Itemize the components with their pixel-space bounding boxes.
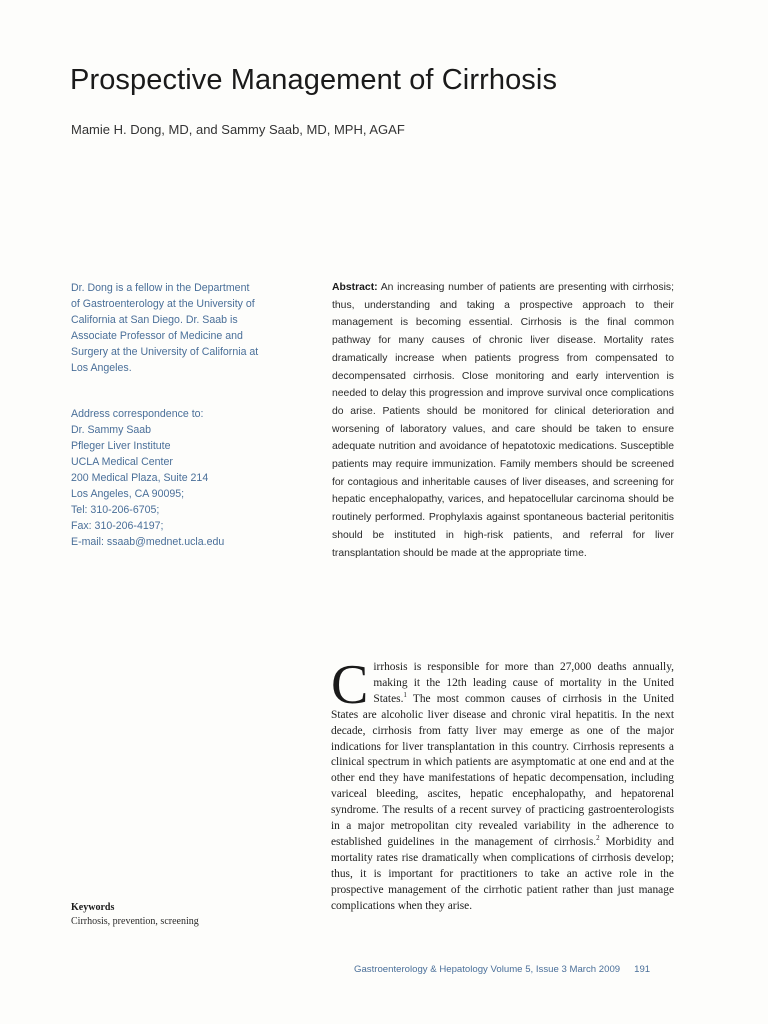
body-text-part: The most common causes of cirrhosis in the United States are alcoholic liver disease and chronic viral hepatitis. In the next decade, cirrhosis from fatty liver may emerge as one of the major indications for liver transplantation in this country. Cirrhosis represents a clinical spectrum in which patients are asymptomatic at one end and at the other end they have manifestations of hepatic decompensation, including variceal bleeding, ascites, hepatic encephalopathy, and hepatorenal syndrome. The results of a recent survey of practicing gastroenterologists in a major metropolitan city revealed variability in the adherence to established guidelines in the management of cirrhosis. bbox=[331, 692, 674, 848]
correspondence-line: UCLA Medical Center bbox=[71, 456, 173, 468]
body-text-part: irrhosis is responsible for more than 27,000 deaths annually, making it the 12th leading cause of mortality in the United States. bbox=[373, 661, 674, 705]
abstract-text: An increasing number of patients are presenting with cirrhosis; thus, understanding and taking a prospective approach to their management is becoming essential. Cirrhosis is the final common pathway for many causes of chronic liver disease. Mortality rates dramatically increase when patients progress from compensated to decompensated cirrhosis. Close monitoring and early intervention is needed to delay this progression and improve survival once complications do arise. Patients should be monitored for clinical deterioration and worsening of laboratory values, and care should be taken to ensure adequate nutrition and avoidance of hepatotoxic medications. Susceptible patients may require immunization. Family members should be screened for contagious and inheritable causes of liver diseases, and screening for hepatic encephalopathy, varices, and hepatocellular carcinoma should be routinely performed. Prophylaxis against spontaneous bacterial peritonitis should be instituted in high-risk patients, and referral for liver transplantation should be made at the appropriate time. bbox=[332, 282, 674, 559]
abstract bbox=[332, 279, 674, 562]
correspondence-line: Pfleger Liver Institute bbox=[71, 440, 171, 452]
correspondence-block bbox=[71, 406, 281, 550]
reference-marker[interactable]: 1 bbox=[403, 691, 407, 700]
keywords-list: Cirrhosis, prevention, screening bbox=[71, 916, 199, 927]
drop-cap: C bbox=[331, 654, 369, 716]
correspondence-fax: Fax: 310-206-4197; bbox=[71, 520, 164, 532]
journal-citation: Gastroenterology & Hepatology Volume 5, Issue 3 March 2009 bbox=[354, 964, 621, 975]
author-line: Mamie H. Dong, MD, and Sammy Saab, MD, MPH, AGAF bbox=[71, 122, 405, 137]
correspondence-heading: Address correspondence to: bbox=[71, 408, 204, 420]
reference-marker[interactable]: 2 bbox=[596, 834, 600, 843]
affiliation-line: Los Angeles. bbox=[71, 362, 132, 374]
body-paragraph bbox=[331, 654, 674, 915]
page-number: 191 bbox=[634, 964, 651, 975]
correspondence-email[interactable]: E-mail: ssaab@mednet.ucla.edu bbox=[71, 536, 225, 548]
affiliation-line: Dr. Dong is a fellow in the Department bbox=[71, 282, 250, 294]
correspondence-name: Dr. Sammy Saab bbox=[71, 424, 152, 436]
abstract-label: Abstract: bbox=[332, 282, 378, 293]
body-text-part: Morbidity and mortality rates rise dramatically when complications of cirrhosis develop; thus, it is important for practitioners to take an active role in the prospective management of the cirrhotic patient rather than just manage complications when they arise. bbox=[331, 835, 674, 912]
correspondence-line: Los Angeles, CA 90095; bbox=[71, 488, 185, 500]
affiliation-line: of Gastroenterology at the University of bbox=[71, 298, 255, 310]
affiliation-line: Surgery at the University of California at bbox=[71, 346, 259, 358]
article-title: Prospective Management of Cirrhosis bbox=[70, 64, 558, 96]
correspondence-phone: Tel: 310-206-6705; bbox=[71, 504, 160, 516]
correspondence-line: 200 Medical Plaza, Suite 214 bbox=[71, 472, 209, 484]
affiliation-line: Associate Professor of Medicine and bbox=[71, 330, 243, 342]
author-affiliation bbox=[71, 280, 281, 376]
keywords-heading: Keywords bbox=[71, 902, 115, 913]
affiliation-line: California at San Diego. Dr. Saab is bbox=[71, 314, 238, 326]
page-footer bbox=[354, 964, 650, 975]
